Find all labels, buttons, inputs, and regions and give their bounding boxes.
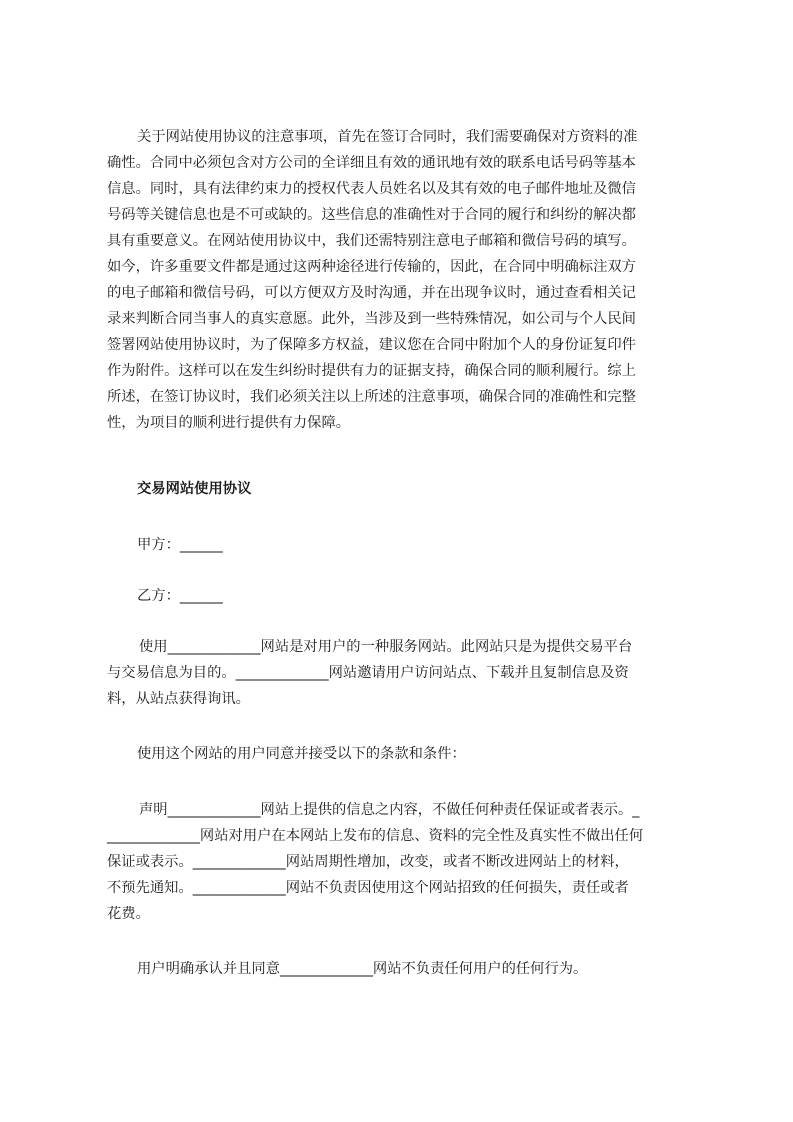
- intro-line: 号码等关键信息也是不可或缺的。这些信息的准确性对于合同的履行和纠纷的解决都: [107, 207, 636, 223]
- intro-line: 作为附件。这样可以在发生纠纷时提供有力的证据支持，确保合同的顺利履行。综上: [107, 363, 636, 379]
- party-a-line: 甲方：______: [137, 537, 223, 553]
- statement-paragraph: [107, 797, 707, 927]
- usage-paragraph: [107, 634, 707, 712]
- intro-line: 信息。同时，具有法律约束力的授权代表人员姓名以及其有效的电子邮件地址及微信: [107, 181, 636, 197]
- acknowledgment-text: 用户明确承认并且同意_____________网站不负责任何用户的任何行为。: [137, 961, 588, 977]
- intro-line: 确性。合同中必须包含对方公司的全详细且有效的通讯地有效的联系电话号码等基本: [107, 155, 636, 171]
- intro-line: 性，为项目的顺利进行提供有力保障。: [107, 415, 351, 431]
- intro-line: 如今，许多重要文件都是通过这两种途径进行传输的，因此，在合同中明确标注双方: [107, 259, 636, 275]
- statement-line: 保证或表示。_____________网站周期性增加，改变，或者不断改进网站上的材料，: [107, 854, 629, 870]
- statement-line: 不预先通知。_____________网站不负责因使用这个网站招致的任何损失，责任或者: [107, 880, 629, 896]
- statement-line: _____________网站对用户在本网站上发布的信息、资料的完全性及真实性不做出任何: [107, 828, 644, 844]
- intro-line: 关于网站使用协议的注意事项，首先在签订合同时，我们需要确保对方资料的准: [137, 129, 638, 145]
- statement-line: 声明_____________网站上提供的信息之内容，不做任何种责任保证或者表示。_: [139, 802, 640, 818]
- intro-line: 的电子邮箱和微信号码，可以方便双方及时沟通，并在出现争议时，通过查看相关记: [107, 285, 636, 301]
- intro-line: 具有重要意义。在网站使用协议中，我们还需特别注意电子邮箱和微信号码的填写。: [107, 233, 636, 249]
- usage-line: 使用_____________网站是对用户的一种服务网站。此网站只是为提供交易平台: [139, 639, 633, 655]
- usage-line: 料，从站点获得询讯。: [107, 691, 250, 707]
- party-b-line: 乙方：______: [137, 588, 223, 604]
- statement-line: 花费。: [107, 906, 150, 922]
- intro-line: 签署网站使用协议时，为了保障多方权益，建议您在合同中附加个人的身份证复印件: [107, 337, 636, 353]
- intro-line: 录来判断合同当事人的真实意愿。此外，当涉及到一些特殊情况，如公司与个人民间: [107, 311, 636, 327]
- intro-line: 所述，在签订协议时，我们必须关注以上所述的注意事项，确保合同的准确性和完整: [107, 389, 636, 405]
- agreement-title: 交易网站使用协议: [137, 481, 252, 497]
- intro-paragraph: [107, 124, 707, 436]
- consent-text: 使用这个网站的用户同意并接受以下的条款和条件：: [137, 746, 466, 762]
- usage-line: 与交易信息为目的。_____________网站邀请用户访问站点、下载并且复制信息及资: [107, 665, 629, 681]
